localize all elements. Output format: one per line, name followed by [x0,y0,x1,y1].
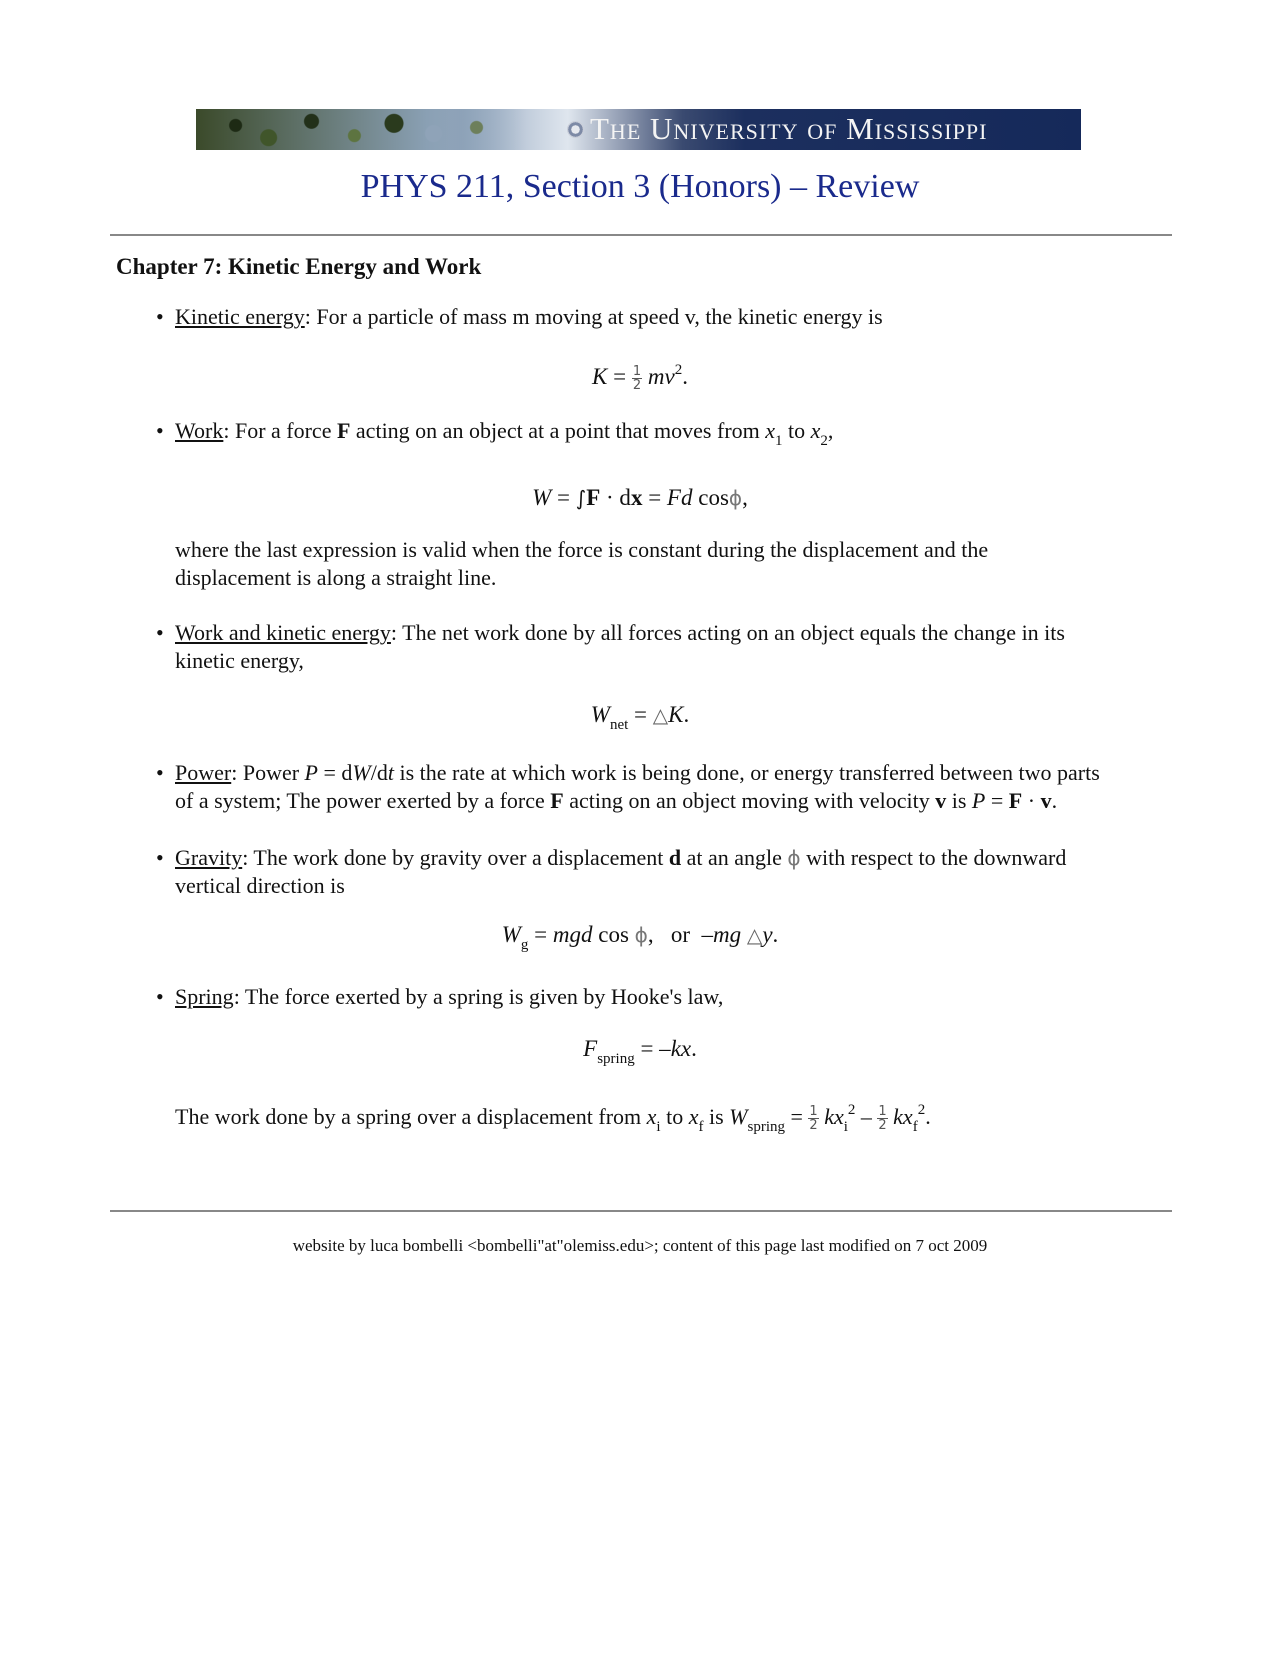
term-spring: Spring [175,984,234,1009]
gravity-text-2: vertical direction is [175,873,345,898]
gravity-equation: $W_g$ = mgd cos ϕ, or –mg △y. [501,922,779,953]
bullet-icon: • [156,760,164,785]
footer-credit: website by luca bombelli <bombelli"at"olemiss.edu>; content of this page last modified on 7 oct 2009 [292,1236,988,1255]
bullet-icon: • [156,418,164,443]
spring-work-line: The work done by a spring over a displacement from $x_i$ to $x_f$ is $W_{spring}$ = $\frac{1}{2}$ $kx_i^2$ – $\frac{1}{2}$ $kx_f^2$. [175,1102,931,1135]
spring-text: : The force exerted by a spring is given by Hooke's law, [233,984,724,1009]
term-work-and-kinetic-energy: Work and kinetic energy [175,620,391,645]
power-text-2: of a system; The power exerted by a force F acting on an object moving with velocity v is P = F · v. [175,788,1058,813]
banner-photo [196,109,526,150]
kinetic-energy-equation: K = $\frac{1}{2}$ $mv^2$. [592,362,688,394]
chapter-heading: Chapter 7: Kinetic Energy and Work [116,254,482,279]
spring-item [175,984,723,1010]
spring-equation: $F_{spring} = -kx$. [583,1036,697,1067]
work-kinetic-text-2: kinetic energy, [175,648,304,673]
bullet-icon: • [156,304,164,329]
page-title: PHYS 211, Section 3 (Honors) – Review [360,168,920,205]
power-item: Power: Power P = dW/dt is the rate at which work is being done, or energy transferred between two parts [175,760,1100,785]
bullet-icon: • [156,845,164,870]
kinetic-energy-text: : For a particle of mass m moving at speed v, the kinetic energy is [304,304,883,329]
term-work: Work [175,418,224,443]
work-kinetic-equation: $W_{net}$ = △K. [590,702,690,733]
term-kinetic-energy: Kinetic energy [175,304,305,329]
work-note-line1: where the last expression is valid when the force is constant during the displacement and the [175,537,989,562]
work-kinetic-text-1: : The net work done by all forces acting on an object equals the change in its [390,620,1065,645]
banner-text: The University of Mississippi [590,111,988,146]
kinetic-energy-item [175,304,883,330]
term-gravity: Gravity [175,845,243,870]
work-equation: W = ∫F · dx = Fd cosϕ, [532,485,748,510]
top-divider [110,234,1172,236]
bottom-divider [110,1210,1172,1212]
bullet-icon: • [156,984,164,1009]
university-banner [196,109,1081,150]
university-seal-icon [567,121,584,138]
gravity-item: Gravity: The work done by gravity over a displacement d at an angle ϕ with respect to the downward [175,845,1067,870]
term-power: Power [175,760,232,785]
work-note-line2: displacement is along a straight line. [175,565,497,590]
work-item: Work: For a force F acting on an object at a point that moves from $x_1$ to $x_2$, [175,418,834,449]
bullet-icon: • [156,620,164,645]
work-kinetic-item [175,620,1065,646]
